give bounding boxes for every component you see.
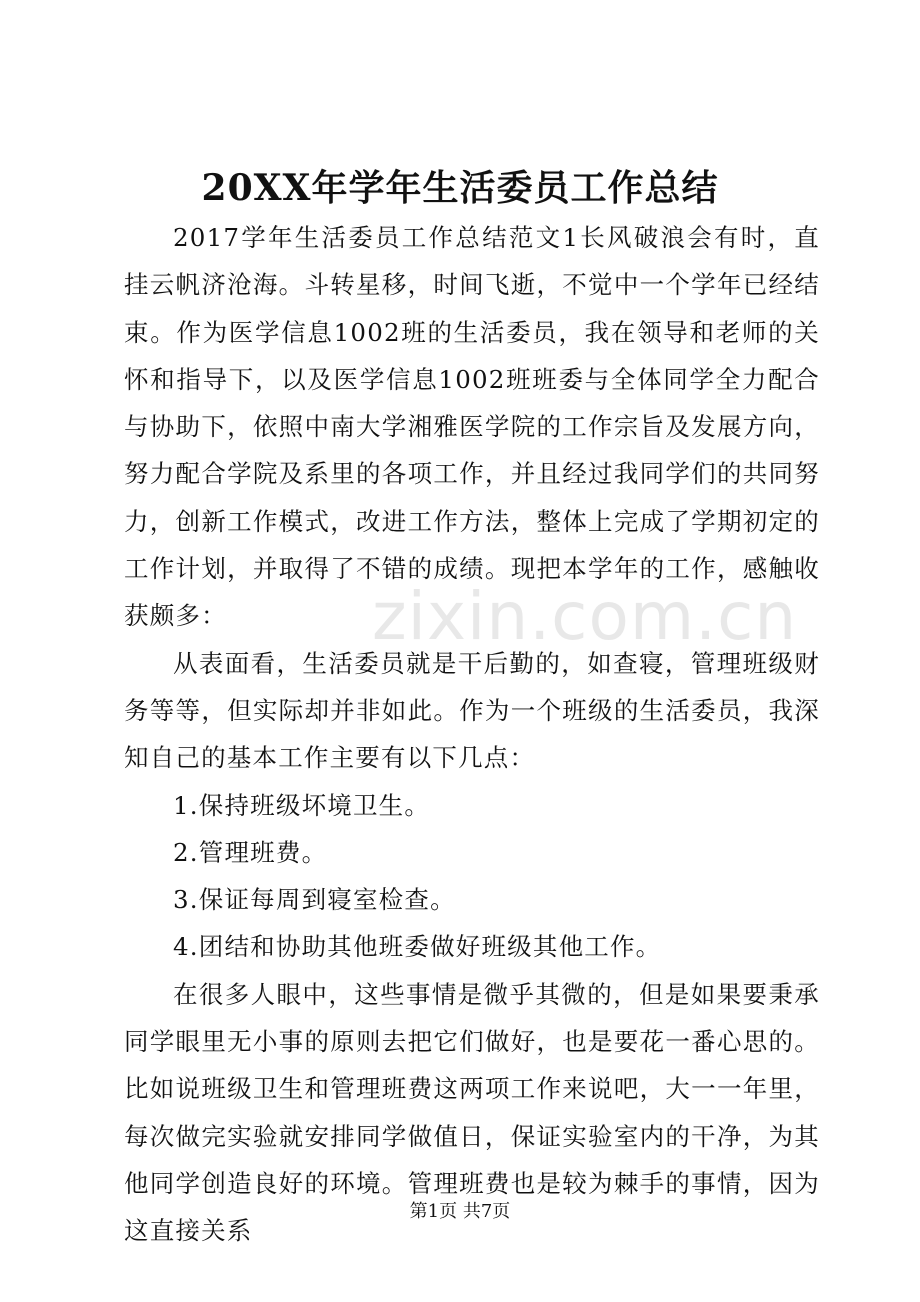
list-item: 1.保持班级坏境卫生。 (173, 790, 431, 820)
paragraph-intro: 2017学年生活委员工作总结范文1长风破浪会有时，直挂云帆济沧海。斗转星移，时间飞逝，不觉中一个学年已经结束。作为医学信息1002班的生活委员，我在领导和老师的关怀和指导下，以及医学信息1002班班委与全体同学全力配合与协助下，依照中南大学湘雅医学院的工作宗旨及发展方向，努力配合学院及系里的各项工作，并且经过我同学们的共同努力，创新工作模式，改进工作方法，整体上完成了学期初定的工作计划，并取得了不错的成绩。现把本学年的工作，感触收获颇多： (124, 223, 820, 631)
watermark: zixin.com.cn (372, 578, 798, 655)
document-title: 20XX年学年生活委员工作总结 (201, 167, 719, 209)
paragraph-details: 在很多人眼中，这些事情是微乎其微的，但是如果要秉承同学眼里无小事的原则去把它们做好，也是要花一番心思的。比如说班级卫生和管理班费这两项工作来说吧，大一一年里，每次做完实验就安排同学做值日，保证实验室内的干净，为其他同学创造良好的环境。管理班费也是较为棘手的事情，因为这直接关系 (124, 979, 820, 1246)
list-item: 4.团结和协助其他班委做好班级其他工作。 (173, 932, 662, 962)
list-item: 3.保证每周到寝室检查。 (173, 885, 456, 915)
list-item: 2.管理班费。 (173, 837, 328, 867)
paragraph-duties: 从表面看，生活委员就是干后勤的，如查寝，管理班级财务等等，但实际却并非如此。作为一个班级的生活委员，我深知自己的基本工作主要有以下几点： (124, 648, 820, 773)
page-footer: 第1页 共7页 (409, 1201, 511, 1222)
document-body (124, 214, 820, 1255)
